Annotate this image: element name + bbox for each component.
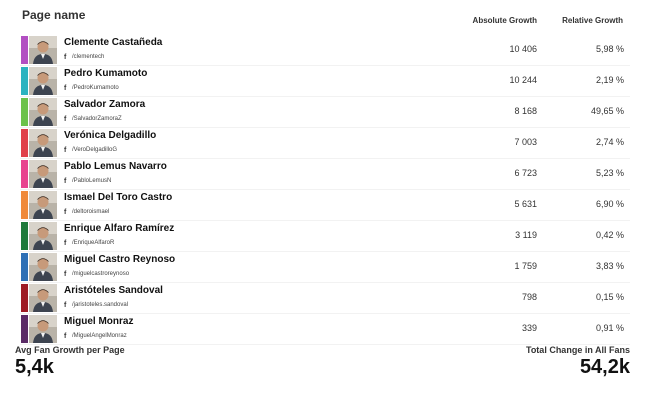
table-row[interactable] (20, 221, 630, 252)
avatar (29, 129, 57, 157)
page-name[interactable]: Ismael Del Toro Castro (64, 192, 173, 203)
facebook-icon: f (64, 146, 67, 154)
total-change-label: Total Change in All Fans (525, 345, 630, 355)
table-row[interactable] (20, 35, 630, 66)
handle-text: /MiguelAngelMonraz (72, 333, 127, 339)
facebook-icon: f (64, 177, 67, 185)
color-indicator (21, 284, 28, 312)
relative-growth-value: 5,98 % (595, 44, 624, 54)
page-handle[interactable] (64, 176, 111, 186)
page-handle[interactable] (64, 207, 109, 217)
avatar (29, 98, 57, 126)
relative-growth-value: 0,91 % (595, 323, 624, 333)
color-indicator (21, 191, 28, 219)
color-indicator (21, 253, 28, 281)
avatar (29, 191, 57, 219)
color-indicator (21, 67, 28, 95)
page-name[interactable]: Enrique Alfaro Ramírez (64, 223, 175, 234)
avatar (29, 284, 57, 312)
avatar (29, 253, 57, 281)
avg-fan-growth-label: Avg Fan Growth per Page (15, 345, 125, 355)
absolute-growth-value: 10 406 (509, 44, 537, 54)
facebook-icon: f (64, 53, 67, 61)
handle-text: /EnriqueAlfaroR (72, 240, 115, 246)
color-indicator (21, 129, 28, 157)
table-row[interactable] (20, 190, 630, 221)
color-indicator (21, 222, 28, 250)
absolute-growth-value: 10 244 (509, 75, 537, 85)
table-row[interactable] (20, 159, 630, 190)
page-name[interactable]: Verónica Delgadillo (64, 130, 157, 141)
relative-growth-value: 2,74 % (595, 137, 624, 147)
color-indicator (21, 315, 28, 343)
relative-growth-value: 5,23 % (595, 168, 624, 178)
handle-text: /miguelcastroreynoso (72, 271, 130, 277)
handle-text: /jaristoteles.sandoval (72, 302, 129, 308)
table-row[interactable] (20, 128, 630, 159)
absolute-growth-value: 7 003 (514, 137, 537, 147)
facebook-icon: f (64, 270, 67, 278)
table-row[interactable] (20, 66, 630, 97)
page-name[interactable]: Pablo Lemus Navarro (64, 161, 167, 172)
handle-text: /PabloLemusN (72, 178, 112, 184)
handle-text: /deltoroismael (72, 209, 110, 215)
absolute-growth-value: 8 168 (514, 106, 537, 116)
absolute-growth-value: 339 (521, 323, 537, 333)
avatar (29, 36, 57, 64)
facebook-icon: f (64, 115, 67, 123)
avatar (29, 315, 57, 343)
page-handle[interactable] (64, 52, 104, 62)
color-indicator (21, 36, 28, 64)
facebook-icon: f (64, 239, 67, 247)
absolute-growth-value: 1 759 (514, 261, 537, 271)
avatar (29, 67, 57, 95)
absolute-growth-value: 5 631 (514, 199, 537, 209)
page-name[interactable]: Salvador Zamora (64, 99, 146, 110)
relative-growth-value: 0,42 % (595, 230, 624, 240)
relative-growth-value: 3,83 % (595, 261, 624, 271)
relative-growth-value: 49,65 % (590, 106, 624, 116)
page-handle[interactable] (64, 238, 114, 248)
facebook-icon: f (64, 301, 67, 309)
table-row[interactable] (20, 314, 630, 345)
facebook-icon: f (64, 208, 67, 216)
page-name[interactable]: Miguel Monraz (64, 316, 134, 327)
page-handle[interactable] (64, 145, 117, 155)
handle-text: /VeroDelgadilloG (72, 147, 118, 153)
page-handle[interactable] (64, 83, 119, 93)
page-handle[interactable] (64, 269, 129, 279)
absolute-growth-header: Absolute Growth (472, 16, 537, 25)
relative-growth-header: Relative Growth (562, 16, 623, 25)
page-name[interactable]: Aristóteles Sandoval (64, 285, 163, 296)
page-name[interactable]: Miguel Castro Reynoso (64, 254, 176, 265)
facebook-icon: f (64, 332, 67, 340)
page-name[interactable]: Clemente Castañeda (64, 37, 163, 48)
relative-growth-value: 2,19 % (595, 75, 624, 85)
handle-text: /PedroKumamoto (72, 85, 119, 91)
facebook-icon: f (64, 84, 67, 92)
absolute-growth-value: 798 (521, 292, 537, 302)
relative-growth-value: 0,15 % (595, 292, 624, 302)
table-row[interactable] (20, 283, 630, 314)
table-row[interactable] (20, 97, 630, 128)
relative-growth-value: 6,90 % (595, 199, 624, 209)
handle-text: /clementech (72, 54, 105, 60)
absolute-growth-value: 3 119 (515, 230, 537, 240)
page-handle[interactable] (64, 114, 122, 124)
page-handle[interactable] (64, 331, 127, 341)
absolute-growth-value: 6 723 (514, 168, 537, 178)
color-indicator (21, 98, 28, 126)
page-handle[interactable] (64, 300, 128, 310)
avg-fan-growth-value: 5,4k (15, 356, 54, 378)
page-growth-list (20, 35, 630, 345)
page-name-header: Page name (22, 8, 86, 22)
avatar (29, 160, 57, 188)
total-change-value: 54,2k (579, 356, 630, 378)
color-indicator (21, 160, 28, 188)
page-name[interactable]: Pedro Kumamoto (64, 68, 148, 79)
avatar (29, 222, 57, 250)
handle-text: /SalvadorZamoraZ (72, 116, 122, 122)
table-row[interactable] (20, 252, 630, 283)
